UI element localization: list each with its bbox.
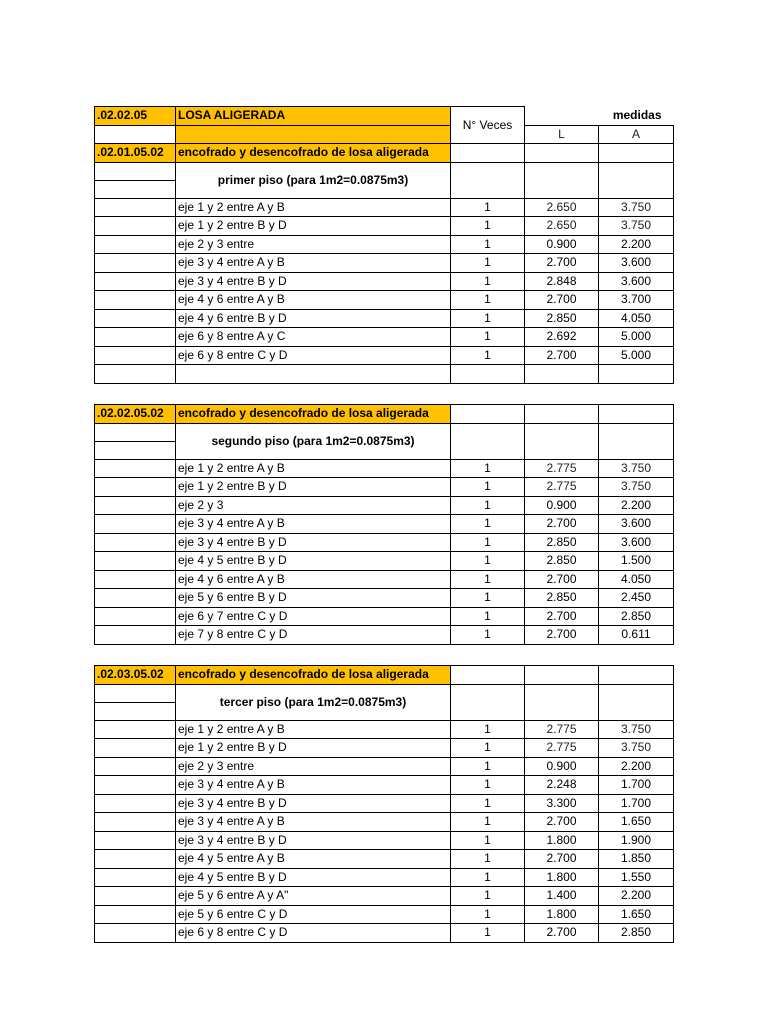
row-blank bbox=[95, 626, 176, 645]
row-width: 3.750 bbox=[599, 739, 674, 758]
row-blank bbox=[95, 291, 176, 310]
row-description: eje 5 y 6 entre B y D bbox=[176, 589, 451, 608]
row-blank bbox=[95, 868, 176, 887]
row-veces: 1 bbox=[451, 720, 525, 739]
row-veces: 1 bbox=[451, 328, 525, 347]
row-length: 2.775 bbox=[525, 739, 599, 758]
row-length: 2.700 bbox=[525, 254, 599, 273]
row-width: 1.500 bbox=[599, 552, 674, 571]
row-length: 2.700 bbox=[525, 813, 599, 832]
row-blank bbox=[95, 776, 176, 795]
row-description: eje 4 y 6 entre B y D bbox=[176, 309, 451, 328]
table-row bbox=[95, 217, 674, 236]
row-description: eje 6 y 8 entre C y D bbox=[176, 924, 451, 943]
row-width: 2.200 bbox=[599, 757, 674, 776]
table-row bbox=[95, 570, 674, 589]
row-length: 1.800 bbox=[525, 905, 599, 924]
row-description: eje 3 y 4 entre A y B bbox=[176, 254, 451, 273]
row-description: eje 5 y 6 entre C y D bbox=[176, 905, 451, 924]
row-description: eje 1 y 2 entre A y B bbox=[176, 459, 451, 478]
row-description: eje 3 y 4 entre A y B bbox=[176, 515, 451, 534]
table-row bbox=[95, 552, 674, 571]
row-width: 2.200 bbox=[599, 887, 674, 906]
row-description: eje 7 y 8 entre C y D bbox=[176, 626, 451, 645]
row-blank bbox=[95, 235, 176, 254]
header-blank bbox=[95, 125, 176, 144]
row-description: eje 4 y 6 entre A y B bbox=[176, 291, 451, 310]
row-length: 2.650 bbox=[525, 217, 599, 236]
row-veces: 1 bbox=[451, 757, 525, 776]
table-row bbox=[95, 739, 674, 758]
row-blank bbox=[95, 757, 176, 776]
row-veces: 1 bbox=[451, 217, 525, 236]
header-title: LOSA ALIGERADA bbox=[176, 107, 451, 126]
row-description: eje 5 y 6 entre A y A" bbox=[176, 887, 451, 906]
row-description: eje 6 y 8 entre A y C bbox=[176, 328, 451, 347]
row-veces: 1 bbox=[451, 850, 525, 869]
row-veces: 1 bbox=[451, 626, 525, 645]
row-blank bbox=[95, 533, 176, 552]
row-description: eje 2 y 3 entre bbox=[176, 757, 451, 776]
row-description: eje 1 y 2 entre B y D bbox=[176, 217, 451, 236]
row-description: eje 3 y 4 entre B y D bbox=[176, 831, 451, 850]
row-veces: 1 bbox=[451, 552, 525, 571]
table-row bbox=[95, 813, 674, 832]
section-subtitle: primer piso (para 1m2=0.0875m3) bbox=[176, 162, 451, 198]
row-veces: 1 bbox=[451, 254, 525, 273]
row-veces: 1 bbox=[451, 776, 525, 795]
row-blank bbox=[95, 459, 176, 478]
row-blank bbox=[95, 254, 176, 273]
row-veces: 1 bbox=[451, 905, 525, 924]
row-description: eje 4 y 5 entre B y D bbox=[176, 868, 451, 887]
row-description: eje 3 y 4 entre A y B bbox=[176, 813, 451, 832]
row-width: 1.650 bbox=[599, 813, 674, 832]
section-title: encofrado y desencofrado de losa aligerada bbox=[176, 666, 451, 685]
row-veces: 1 bbox=[451, 198, 525, 217]
row-veces: 1 bbox=[451, 813, 525, 832]
row-blank bbox=[95, 589, 176, 608]
row-blank bbox=[95, 515, 176, 534]
row-blank bbox=[95, 346, 176, 365]
row-width: 1.550 bbox=[599, 868, 674, 887]
row-width: 1.850 bbox=[599, 850, 674, 869]
row-width: 3.750 bbox=[599, 217, 674, 236]
row-veces: 1 bbox=[451, 533, 525, 552]
row-width: 1.650 bbox=[599, 905, 674, 924]
row-description: eje 6 y 8 entre C y D bbox=[176, 346, 451, 365]
row-length: 2.850 bbox=[525, 552, 599, 571]
row-veces: 1 bbox=[451, 515, 525, 534]
row-veces: 1 bbox=[451, 496, 525, 515]
row-length: 2.850 bbox=[525, 589, 599, 608]
row-length: 2.700 bbox=[525, 850, 599, 869]
table-row bbox=[95, 905, 674, 924]
section-title-row bbox=[95, 666, 674, 685]
row-width: 2.200 bbox=[599, 496, 674, 515]
row-blank bbox=[95, 720, 176, 739]
row-width: 2.850 bbox=[599, 607, 674, 626]
table-row bbox=[95, 868, 674, 887]
table-row bbox=[95, 887, 674, 906]
row-length: 2.775 bbox=[525, 459, 599, 478]
row-length: 1.800 bbox=[525, 831, 599, 850]
row-width: 1.700 bbox=[599, 794, 674, 813]
row-veces: 1 bbox=[451, 607, 525, 626]
row-length: 3.300 bbox=[525, 794, 599, 813]
row-veces: 1 bbox=[451, 924, 525, 943]
row-blank bbox=[95, 739, 176, 758]
row-description: eje 3 y 4 entre A y B bbox=[176, 776, 451, 795]
table-row bbox=[95, 776, 674, 795]
row-blank bbox=[95, 552, 176, 571]
table-row bbox=[95, 794, 674, 813]
row-length: 1.400 bbox=[525, 887, 599, 906]
row-blank bbox=[95, 813, 176, 832]
row-veces: 1 bbox=[451, 478, 525, 497]
row-width: 3.700 bbox=[599, 291, 674, 310]
row-width: 3.600 bbox=[599, 254, 674, 273]
row-length: 2.700 bbox=[525, 346, 599, 365]
row-description: eje 1 y 2 entre B y D bbox=[176, 478, 451, 497]
row-width: 4.050 bbox=[599, 309, 674, 328]
row-blank bbox=[95, 478, 176, 497]
row-description: eje 6 y 7 entre C y D bbox=[176, 607, 451, 626]
table-row bbox=[95, 626, 674, 645]
row-width: 3.750 bbox=[599, 459, 674, 478]
table-row bbox=[95, 346, 674, 365]
section-title: encofrado y desencofrado de losa aligerada bbox=[176, 405, 451, 424]
row-length: 2.700 bbox=[525, 570, 599, 589]
veces-header: N° Veces bbox=[451, 107, 525, 144]
col-l-header: L bbox=[525, 125, 599, 144]
row-veces: 1 bbox=[451, 589, 525, 608]
row-length: 2.700 bbox=[525, 626, 599, 645]
row-length: 2.850 bbox=[525, 533, 599, 552]
row-blank bbox=[95, 570, 176, 589]
row-blank bbox=[95, 217, 176, 236]
section-subtitle: tercer piso (para 1m2=0.0875m3) bbox=[176, 684, 451, 720]
row-veces: 1 bbox=[451, 459, 525, 478]
row-veces: 1 bbox=[451, 309, 525, 328]
table-row bbox=[95, 720, 674, 739]
row-description: eje 3 y 4 entre B y D bbox=[176, 272, 451, 291]
row-width: 0.611 bbox=[599, 626, 674, 645]
row-description: eje 2 y 3 entre bbox=[176, 235, 451, 254]
row-length: 2.775 bbox=[525, 720, 599, 739]
row-width: 1.700 bbox=[599, 776, 674, 795]
table-section-1 bbox=[94, 106, 674, 384]
table-section-3 bbox=[94, 665, 674, 943]
row-description: eje 1 y 2 entre A y B bbox=[176, 198, 451, 217]
table-row bbox=[95, 496, 674, 515]
row-width: 4.050 bbox=[599, 570, 674, 589]
row-length: 2.775 bbox=[525, 478, 599, 497]
row-description: eje 4 y 5 entre A y B bbox=[176, 850, 451, 869]
row-width: 3.600 bbox=[599, 533, 674, 552]
row-blank bbox=[95, 496, 176, 515]
table-row bbox=[95, 831, 674, 850]
section-title: encofrado y desencofrado de losa aligerada bbox=[176, 144, 451, 163]
section-code: .02.03.05.02 bbox=[95, 666, 176, 685]
row-description: eje 4 y 5 entre B y D bbox=[176, 552, 451, 571]
row-length: 2.850 bbox=[525, 309, 599, 328]
table-row bbox=[95, 533, 674, 552]
row-description: eje 1 y 2 entre B y D bbox=[176, 739, 451, 758]
table-row bbox=[95, 272, 674, 291]
row-veces: 1 bbox=[451, 887, 525, 906]
section-code: .02.01.05.02 bbox=[95, 144, 176, 163]
col-a-header: A bbox=[599, 125, 674, 144]
row-blank bbox=[95, 831, 176, 850]
table-row bbox=[95, 459, 674, 478]
row-blank bbox=[95, 887, 176, 906]
table-section-2 bbox=[94, 404, 674, 645]
header-code: .02.02.05 bbox=[95, 107, 176, 126]
table-row bbox=[95, 924, 674, 943]
row-width: 3.750 bbox=[599, 478, 674, 497]
header-row bbox=[95, 107, 674, 126]
table-row bbox=[95, 235, 674, 254]
row-veces: 1 bbox=[451, 794, 525, 813]
row-width: 5.000 bbox=[599, 328, 674, 347]
table-row bbox=[95, 254, 674, 273]
table-row bbox=[95, 757, 674, 776]
row-length: 0.900 bbox=[525, 235, 599, 254]
table-row bbox=[95, 515, 674, 534]
row-description: eje 3 y 4 entre B y D bbox=[176, 533, 451, 552]
row-width: 5.000 bbox=[599, 346, 674, 365]
row-description: eje 3 y 4 entre B y D bbox=[176, 794, 451, 813]
row-length: 2.650 bbox=[525, 198, 599, 217]
row-blank bbox=[95, 309, 176, 328]
table-row bbox=[95, 198, 674, 217]
row-blank bbox=[95, 607, 176, 626]
row-length: 2.700 bbox=[525, 924, 599, 943]
row-blank bbox=[95, 905, 176, 924]
table-row bbox=[95, 850, 674, 869]
row-veces: 1 bbox=[451, 868, 525, 887]
row-blank bbox=[95, 850, 176, 869]
row-veces: 1 bbox=[451, 291, 525, 310]
row-description: eje 2 y 3 bbox=[176, 496, 451, 515]
row-description: eje 1 y 2 entre A y B bbox=[176, 720, 451, 739]
row-veces: 1 bbox=[451, 739, 525, 758]
row-width: 3.750 bbox=[599, 198, 674, 217]
row-length: 2.700 bbox=[525, 607, 599, 626]
section-subtitle: segundo piso (para 1m2=0.0875m3) bbox=[176, 423, 451, 459]
table-row bbox=[95, 309, 674, 328]
row-length: 2.248 bbox=[525, 776, 599, 795]
table-row bbox=[95, 328, 674, 347]
row-length: 0.900 bbox=[525, 757, 599, 776]
row-length: 0.900 bbox=[525, 496, 599, 515]
row-blank bbox=[95, 198, 176, 217]
section-title-row bbox=[95, 144, 674, 163]
row-blank bbox=[95, 272, 176, 291]
row-width: 3.750 bbox=[599, 720, 674, 739]
table-row bbox=[95, 291, 674, 310]
row-blank bbox=[95, 924, 176, 943]
row-length: 2.700 bbox=[525, 291, 599, 310]
table-row bbox=[95, 589, 674, 608]
row-width: 3.600 bbox=[599, 515, 674, 534]
row-blank bbox=[95, 328, 176, 347]
row-width: 2.450 bbox=[599, 589, 674, 608]
row-width: 2.200 bbox=[599, 235, 674, 254]
row-description: eje 4 y 6 entre A y B bbox=[176, 570, 451, 589]
row-length: 2.692 bbox=[525, 328, 599, 347]
row-width: 3.600 bbox=[599, 272, 674, 291]
row-width: 1.900 bbox=[599, 831, 674, 850]
row-blank bbox=[95, 794, 176, 813]
row-veces: 1 bbox=[451, 346, 525, 365]
row-veces: 1 bbox=[451, 570, 525, 589]
row-length: 1.800 bbox=[525, 868, 599, 887]
row-width: 2.850 bbox=[599, 924, 674, 943]
row-veces: 1 bbox=[451, 272, 525, 291]
table-row bbox=[95, 478, 674, 497]
section-code: .02.02.05.02 bbox=[95, 405, 176, 424]
medidas-header: medidas bbox=[525, 107, 674, 126]
row-length: 2.700 bbox=[525, 515, 599, 534]
row-veces: 1 bbox=[451, 235, 525, 254]
header-yellow-blank bbox=[176, 125, 451, 144]
table-row bbox=[95, 607, 674, 626]
section-title-row bbox=[95, 405, 674, 424]
row-length: 2.848 bbox=[525, 272, 599, 291]
row-veces: 1 bbox=[451, 831, 525, 850]
